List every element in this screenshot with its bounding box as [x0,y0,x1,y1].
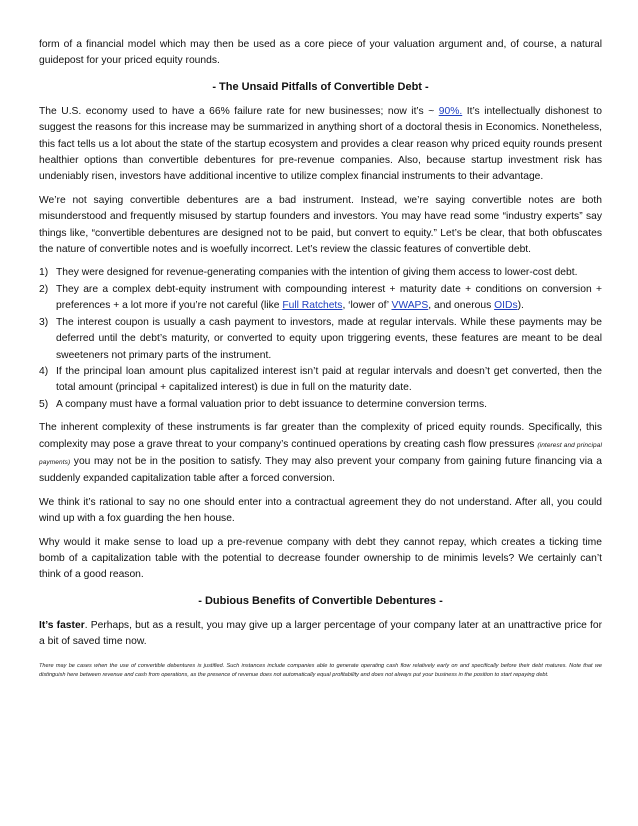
section-heading-pitfalls: - The Unsaid Pitfalls of Convertible Debt - [212,80,429,93]
section-heading-dubious-benefits: - Dubious Benefits of Convertible Debentures - [198,594,443,607]
list-number: 1) [39,267,49,279]
list-item-text: , ‘lower of’ [342,300,392,312]
link-full-ratchets[interactable]: Full Ratchets [282,300,343,312]
list-number: 4) [39,365,49,377]
paragraph-its-faster [39,618,602,651]
link-vwaps[interactable]: VWAPS [391,300,429,312]
list-item [39,364,602,397]
paragraph-why-load-up: Why would it make sense to load up a pre-revenue company with debt they cannot repay, which creates a ticking time bomb of a capitalization table with the potential to decrease founder ownership to de minimis levels? We certainly can’t think of a good reason. [39,536,602,581]
list-number: 3) [39,316,49,328]
list-item-text: If the principal loan amount plus capitalized interest isn’t paid at regular intervals and doesn’t get converted, then the total amount (principal + capitalized interest) is due in full on the maturity date. [56,365,602,394]
bold-lead: It’s faster [39,619,85,631]
paragraph-text: It’s intellectually dishonest to suggest the reasons for this increase may be summarized in anything short of a doctoral thesis in Economics. Nonetheless, this fact tells us a lot about the state of the startup ecosystem and provides a clear reason why priced equity rounds present healthier options than convertible debentures for pre-revenue companies. Also, because startup investment risk has undeniably risen, investors have additional incentive to utilize complex financial instruments to their advantage. [39,105,603,183]
paragraph-rational: We think it’s rational to say no one should enter into a contractual agreement they do not understand. After all, you could wind up with a fox guarding the hen house. [39,496,602,525]
list-item-text: They were designed for revenue-generating companies with the intention of giving them access to lower-cost debt. [56,267,578,279]
list-number: 5) [39,398,49,410]
link-90-percent[interactable]: 90%. [438,105,463,117]
list-item-text: A company must have a formal valuation prior to debt issuance to determine conversion terms. [56,398,487,410]
paragraph-inherent-complexity [39,420,602,488]
paragraph-text: The inherent complexity of these instruments is far greater than the complexity of priced equity rounds. Specifically, this complexity may pose a grave threat to your company’s continued operations by creating cash flow pressures [39,422,602,450]
list-item-text: They are a complex debt-equity instrument with compounding interest + maturity date + conditions on conversion + preferences + a lot more if you’re not careful (like [56,283,602,312]
paragraph-text: . Perhaps, but as a result, you may give up a larger percentage of your company later at an unattractive price for a bit of saved time now. [39,619,602,648]
paragraph-failure-rate [39,104,602,186]
footnote: There may be cases when the use of convertible debentures is justified. Such instances include companies able to generate operating cash flow relatively early on and specifically before their debt matures. Note that we distinguish here between revenue and cash from operations, as the presence of revenue does not automatically equal profitability and does not always put your business in the position to start repaying debt. [39,662,602,679]
list-item-text: , and onerous [428,300,495,312]
list-item [39,282,602,315]
aside-note: (interest and principal payments) [39,441,602,466]
list-number: 2) [39,283,49,295]
list-item [39,397,602,413]
features-list [39,265,602,413]
list-item [39,265,602,281]
paragraph-text: The U.S. economy used to have a 66% failure rate for new businesses; now it’s ~ [39,105,439,117]
list-item-text: ). [517,300,524,312]
intro-paragraph: form of a financial model which may then be used as a core piece of your valuation argument and, of course, a natural guidepost for your priced equity rounds. [39,39,602,67]
list-item-text: The interest coupon is usually a cash payment to investors, made at regular intervals. While these payments may be deferred until the debt’s maturity, or converted to equity upon triggering events, these features are meant to be deal sweeteners not primary parts of the instrument. [56,316,602,361]
paragraph-not-bad-instrument: We’re not saying convertible debentures are a bad instrument. Instead, we’re saying convertible notes are both misunderstood and frequently misused by startup founders and investors. You may have read some “industry experts” say things like, “convertible debentures are designed not to be paid, but convert to equity.” Let’s be clear, that both obfuscates the nature of convertible notes and is woefully incorrect. Let’s review the classic features of convertible debt. [39,194,602,256]
list-item [39,315,602,364]
link-oids[interactable]: OIDs [494,300,518,312]
document-page [39,37,602,681]
paragraph-text: you may not be in the position to satisfy. They may also prevent your company from gaining future financing via a suddenly expanded capitalization table after a forced conversion. [39,455,602,485]
